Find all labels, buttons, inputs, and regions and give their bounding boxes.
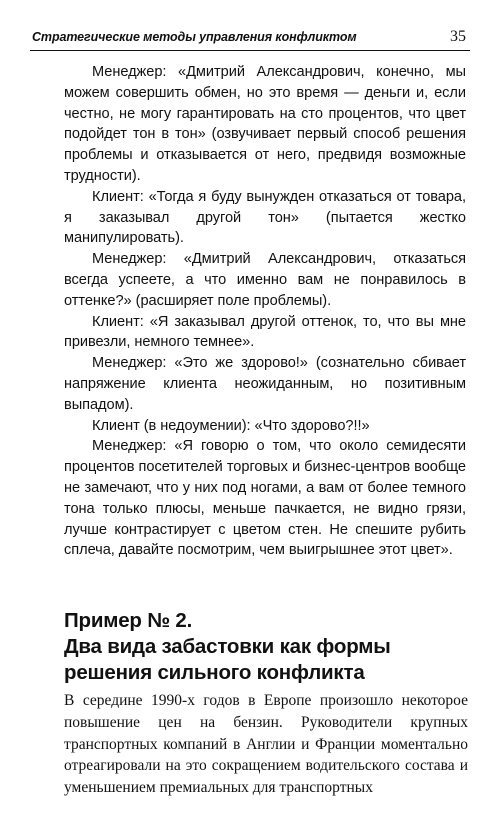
example-heading-line: Два вида забастовки как формы <box>64 635 391 658</box>
dialogue-block <box>64 62 466 561</box>
dialogue-paragraph: Менеджер: «Я говорю о том, что около семидесяти процентов посетителей торговых и бизнес-центров вообще не замечают, что у них под ногами, а вам от более темного тона только плюсы, меньше пачкается, не видно грязи, лучше контрастирует с цветом стен. Не спешите рубить сплеча, давайте посмотрим, чем выигрышнее этот цвет». <box>64 438 466 559</box>
dialogue-paragraph: Клиент (в недоумении): «Что здорово?!!» <box>92 417 370 434</box>
page-number: 35 <box>450 28 466 45</box>
body-text <box>64 690 468 799</box>
example-heading-line: решения сильного конфликта <box>64 661 365 684</box>
example-heading <box>64 608 469 686</box>
running-title: Стратегические методы управления конфликтом <box>32 30 357 44</box>
example-heading-line: Пример № 2. <box>64 609 193 632</box>
running-head <box>30 29 470 51</box>
dialogue-paragraph: Клиент: «Я заказывал другой оттенок, то, что вы мне привезли, немного темнее». <box>64 313 466 351</box>
dialogue-paragraph: Клиент: «Тогда я буду вынужден отказаться от товара, я заказывал другой тон» (пытается жестко манипулировать). <box>64 188 466 247</box>
dialogue-paragraph: Менеджер: «Дмитрий Александрович, конечно, мы можем совершить обмен, но это время — деньги и, если честно, не могу гарантировать на сто процентов, что цвет подойдет тон в тон» (озвучивает первый способ решения проблемы и отказывается от него, предвидя возможные трудности). <box>64 64 466 184</box>
dialogue-paragraph: Менеджер: «Дмитрий Александрович, отказаться всегда успеете, а что именно вам не понравилось в оттенке?» (расширяет поле проблемы). <box>64 251 466 309</box>
dialogue-paragraph: Менеджер: «Это же здорово!» (сознательно сбивает напряжение клиента неожиданным, но позитивным выпадом). <box>64 355 466 413</box>
body-paragraph: В середине 1990-х годов в Европе произошло некоторое повышение цен на бензин. Руководители крупных транспортных компаний в Англии и Франции моментально отреагировали на это сокращением водительского состава и уменьшением премиальных для транспортных <box>64 692 468 797</box>
